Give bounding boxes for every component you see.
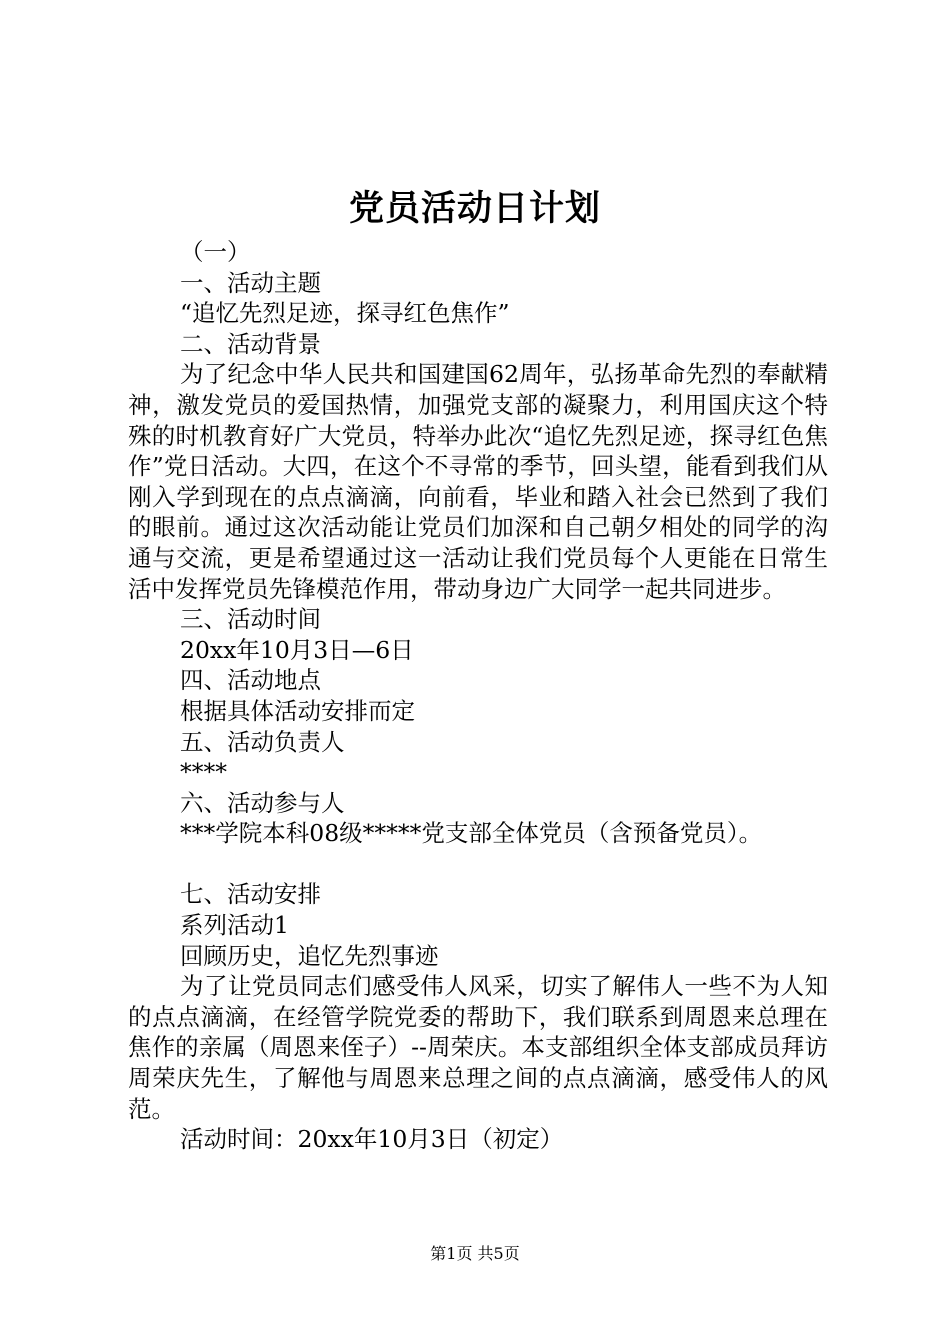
section-heading-theme: 一、活动主题 <box>180 268 321 297</box>
document-body <box>128 237 828 1155</box>
section-heading-participants: 六、活动参与人 <box>180 788 345 817</box>
section-heading-background: 二、活动背景 <box>180 329 321 358</box>
series-1-label: 系列活动1 <box>180 911 289 940</box>
series-1-time: 活动时间：20xx年10月3日（初定） <box>180 1125 564 1154</box>
blank-line <box>128 849 828 880</box>
section-heading-arrangement: 七、活动安排 <box>180 880 321 909</box>
series-1-paragraph: 为了让党员同志们感受伟人风采，切实了解伟人一些不为人知的点点滴滴，在经管学院党委的帮助下，我们联系到周恩来总理在焦作的亲属（周恩来侄子）--周荣庆。本支部组织全体支部成员拜访周荣庆先生，了解他与周恩来总理之间的点点滴滴，感受伟人的风范。 <box>128 972 828 1123</box>
section-heading-leader: 五、活动负责人 <box>180 727 345 756</box>
participants-text: ***学院本科08级*****党支部全体党员（含预备党员）。 <box>180 819 763 848</box>
section-heading-location: 四、活动地点 <box>180 666 321 695</box>
document-title: 党员活动日计划 <box>348 188 601 229</box>
background-paragraph: 为了纪念中华人民共和国建国62周年，弘扬革命先烈的奉献精神，激发党员的爱国热情，加强党支部的凝聚力，利用国庆这个特殊的时机教育好广大党员，特举办此次“追忆先烈足迹，探寻红色焦作”党日活动。大四，在这个不寻常的季节，回头望，能看到我们从刚入学到现在的点点滴滴，向前看，毕业和踏入社会已然到了我们的眼前。通过这次活动能让党员们加深和自己朝夕相处的同学的沟通与交流，更是希望通过这一活动让我们党员每个人更能在日常生活中发挥党员先锋模范作用，带动身边广大同学一起共同进步。 <box>128 360 828 603</box>
series-1-title: 回顾历史，追忆先烈事迹 <box>180 941 439 970</box>
page-number-footer: 第1页 共5页 <box>430 1244 520 1263</box>
theme-text: “追忆先烈足迹，探寻红色焦作” <box>180 299 510 328</box>
location-text: 根据具体活动安排而定 <box>180 696 415 725</box>
leader-text: **** <box>180 758 227 787</box>
time-text: 20xx年10月3日—6日 <box>180 635 414 664</box>
section-heading-time: 三、活动时间 <box>180 605 321 634</box>
part-marker: （一） <box>180 238 251 266</box>
